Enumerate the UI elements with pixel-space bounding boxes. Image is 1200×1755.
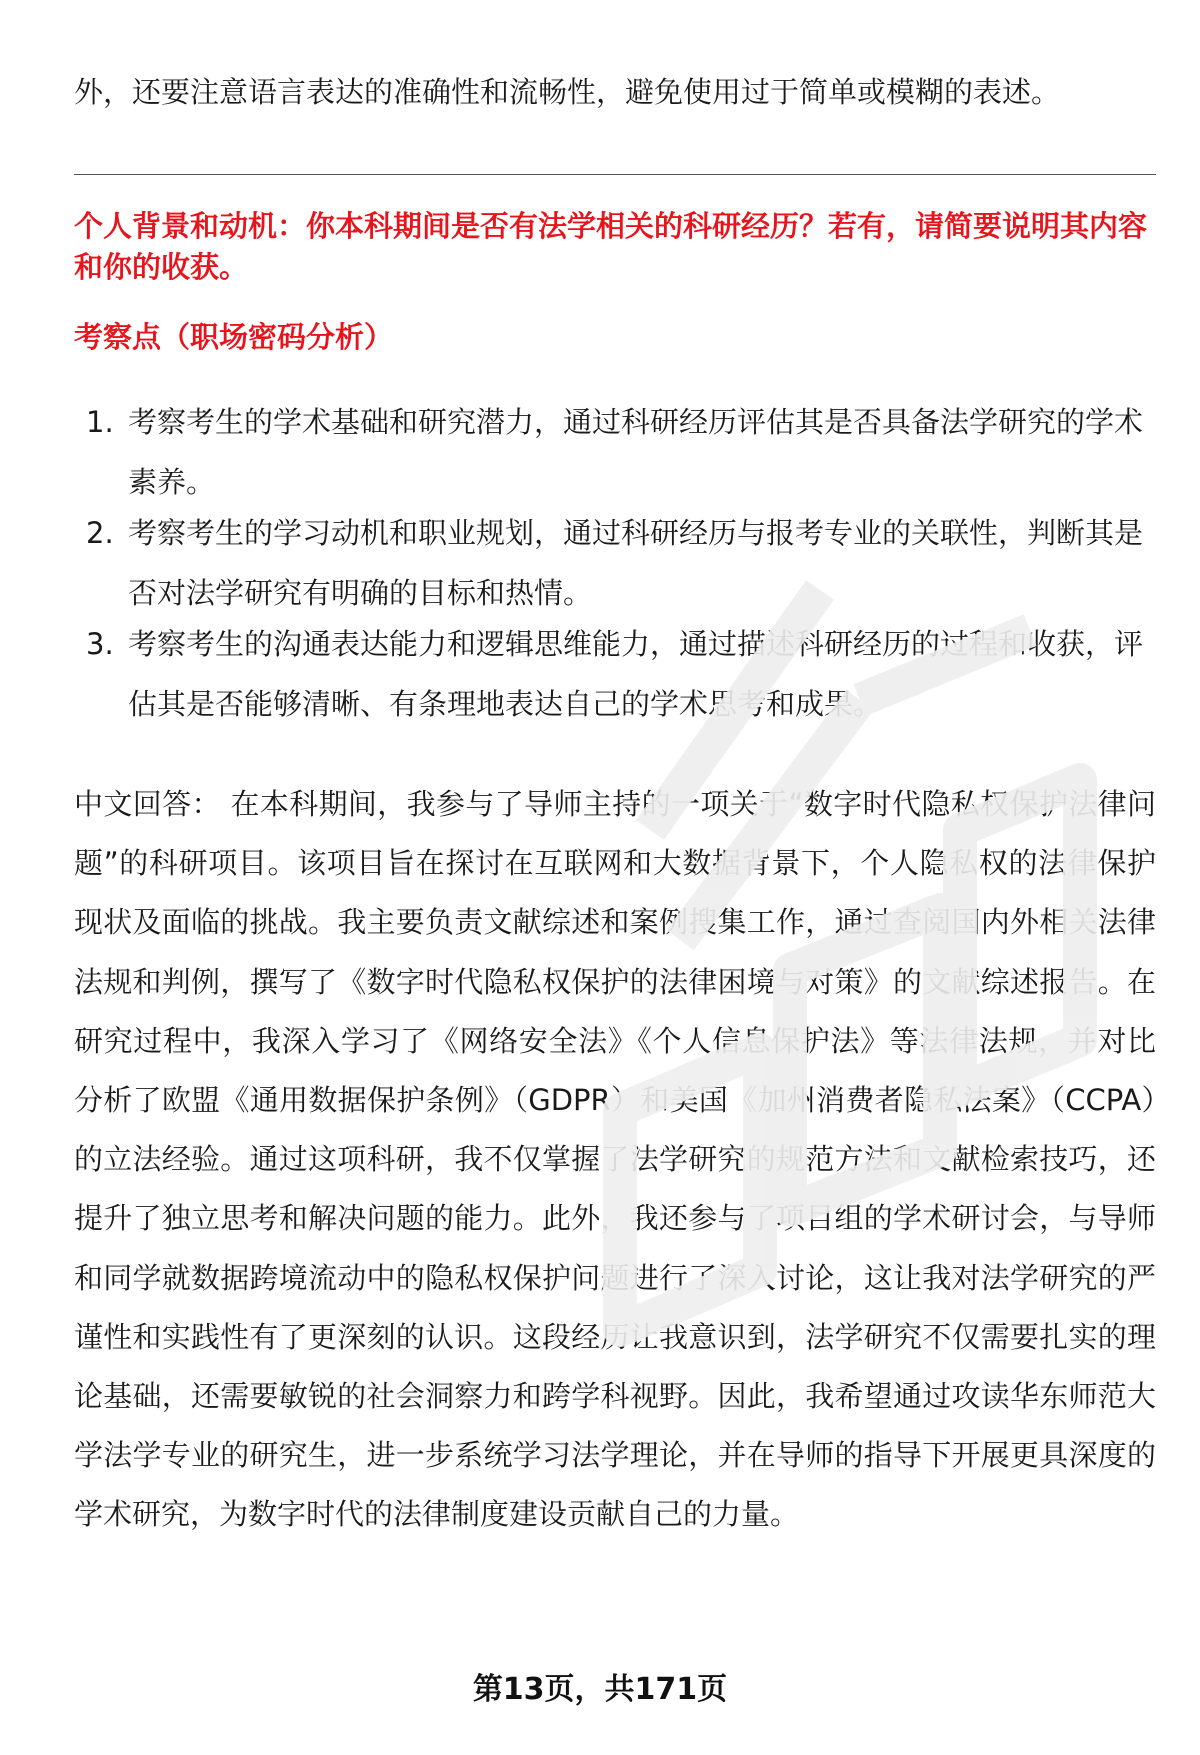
exam-point-number: 3. [86, 627, 114, 661]
exam-point-number: 1. [86, 405, 114, 439]
exam-point-text: 考察考生的学术基础和研究潜力，通过科研经历评估其是否具备法学研究的学术素养。 [128, 405, 1144, 499]
exam-points-heading: 考察点（职场密码分析） [74, 320, 394, 354]
section-divider [74, 174, 1156, 175]
exam-point [74, 392, 1156, 512]
question-heading: 个人背景和动机：你本科期间是否有法学相关的科研经历？若有，请简要说明其内容和你的收获。 [74, 209, 1148, 284]
exam-point [74, 614, 1156, 734]
exam-point [74, 503, 1156, 623]
intro-line: 外，还要注意语言表达的准确性和流畅性，避免使用过于简单或模糊的表述。 [74, 75, 1061, 109]
answer-paragraph: 中文回答： 在本科期间，我参与了导师主持的一项关于“数字时代隐私权保护法律问题”的科研项目。该项目旨在探讨在互联网和大数据背景下，个人隐私权的法律保护现状及面临的挑战。我主要负责文献综述和案例搜集工作，通过查阅国内外相关法律法规和判例，撰写了《数字时代隐私权保护的法律困境与对策》的文献综述报告。在研究过程中，我深入学习了《网络安全法》《个人信息保护法》等法律法规，并对比分析了欧盟《通用数据保护条例》（GDPR）和美国《加州消费者隐私法案》（CCPA）的立法经验。通过这项科研，我不仅掌握了法学研究的规范方法和文献检索技巧，还提升了独立思考和解决问题的能力。此外，我还参与了项目组的学术研讨会，与导师和同学就数据跨境流动中的隐私权保护问题进行了深入讨论，这让我对法学研究的严谨性和实践性有了更深刻的认识。这段经历让我意识到，法学研究不仅需要扎实的理论基础，还需要敏锐的社会洞察力和跨学科视野。因此，我希望通过攻读华东师范大学法学专业的研究生，进一步系统学习法学理论，并在导师的指导下开展更具深度的学术研究，为数字时代的法律制度建设贡献自己的力量。 [74, 787, 1156, 1532]
page-footer: 第13页，共171页 [472, 1672, 728, 1707]
exam-point-number: 2. [86, 516, 114, 550]
exam-point-text: 考察考生的沟通表达能力和逻辑思维能力，通过描述科研经历的过程和收获，评估其是否能够清晰、有条理地表达自己的学术思考和成果。 [128, 627, 1144, 721]
exam-points-list [74, 392, 1156, 734]
exam-point-text: 考察考生的学习动机和职业规划，通过科研经历与报考专业的关联性，判断其是否对法学研究有明确的目标和热情。 [128, 516, 1144, 610]
